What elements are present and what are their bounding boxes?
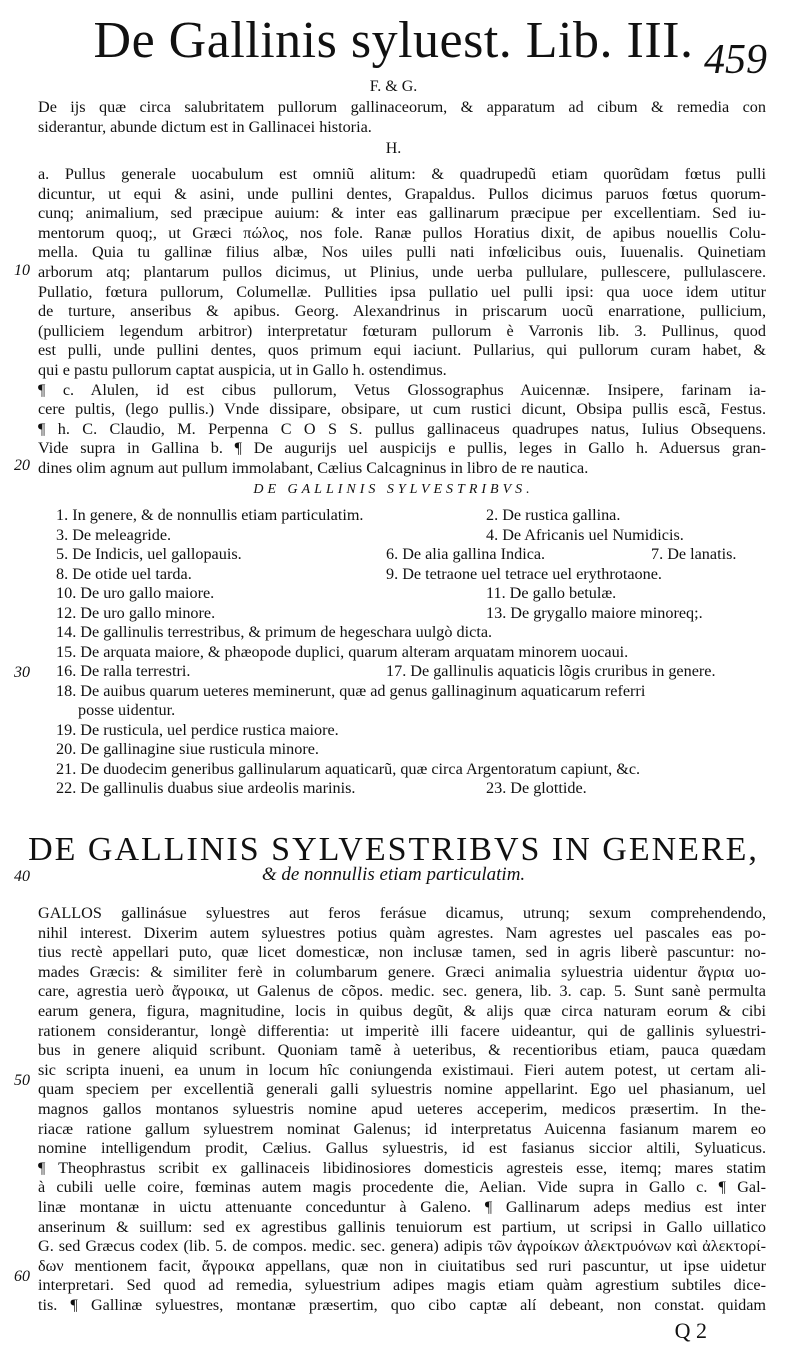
toc-row xyxy=(56,682,771,702)
signature-mark-top: F. & G. xyxy=(369,78,418,95)
toc-entry: 10. De uro gallo maiore. xyxy=(56,584,215,602)
margin-line-number: 40 xyxy=(14,868,30,885)
text-line: ¶ c. Alulen, id est cibus pullorum, Vetus Glossographus Auicennæ. Insipere, farinam ia- xyxy=(38,380,766,399)
margin-line-number: 20 xyxy=(14,457,30,474)
table-of-contents xyxy=(56,506,771,799)
text-line: nomine intelligendum prodit, Cælius. Gallus syluestris, id est fasianus siccior altili, Syluaticus. xyxy=(38,1139,766,1158)
toc-entry: 4. De Africanis uel Numidicis. xyxy=(486,525,684,544)
text-line: siderantur, abunde dictum est in Gallinacei historia. xyxy=(38,117,372,136)
text-line: est pulli, unde pullini dentes, quos primum equi iaciunt. Pullarius, qui pullorum curam habet, & xyxy=(38,341,766,360)
toc-entry: posse uidentur. xyxy=(78,701,176,719)
toc-heading: DE GALLINIS SYLVESTRIBVS. xyxy=(253,482,534,497)
paragraph-pullus xyxy=(38,165,766,479)
toc-entry: 14. De gallinulis terrestribus, & primum de hegeschara uulgò dicta. xyxy=(56,623,493,641)
text-line: mades Græcis: & similiter ferè in columbarum genere. Græci animalia syluestria uidentur ἄγρια uo- xyxy=(38,962,766,981)
margin-line-number: 50 xyxy=(14,1072,30,1089)
text-line: care, agrestia uerò ἄγροικα, ut Galenus de cõpos. medic. sec. genera, lib. 3. cap. 5. Sunt sanè permulta xyxy=(38,982,766,1001)
margin-line-number: 30 xyxy=(14,664,30,681)
page-number: 459 xyxy=(704,37,767,83)
section-subtitle: & de nonnullis etiam particulatim. xyxy=(261,864,526,885)
section-title: DE GALLINIS SYLVESTRIBVS IN GENERE, xyxy=(28,831,759,868)
text-line: bus in genere aliquid scribunt. Quoniam tamẽ à ueteribus, & recentioribus etiam, pauca quædam xyxy=(38,1041,766,1060)
text-line: qui e pastu pullorum captat auspicia, ut in Gallo h. ostendimus. xyxy=(38,360,447,379)
text-line: de turture, anseribus & apibus. Georg. Alexandrinus in priscarum uocũ enarratione, pullicium, xyxy=(38,302,766,321)
section-marker-h: H. xyxy=(385,140,402,157)
text-line: à cubili uelle coire, fœminas autem magis procedente die, Aelian. Vide supra in Gallo c. ¶ Gal- xyxy=(38,1178,766,1197)
margin-line-number: 60 xyxy=(14,1268,30,1285)
toc-entry: 17. De gallinulis aquaticis lõgis cruribus in genere. xyxy=(386,662,716,680)
toc-entry: 7. De lanatis. xyxy=(651,545,737,563)
running-header: De Gallinis syluest. Lib. III. xyxy=(93,12,694,69)
toc-row xyxy=(56,623,771,643)
text-line: G. sed Græcus codex (lib. 5. de compos. medic. sec. genera) adipis τῶν ἀγροίκων ἀλεκτρυόνων καὶ ἀλεκτορί- xyxy=(38,1237,766,1256)
text-line: De ijs quæ circa salubritatem pullorum gallinaceorum, & apparatum ad cibum & remedia con xyxy=(38,98,766,116)
text-line: anserinum & suillum: sed ex agrestibus gallinis tenuiorum est partium, ut scripsi in Gallo uillatico xyxy=(38,1217,766,1236)
toc-row xyxy=(56,584,771,604)
text-line: cunq; animalium, sed præcipue auium: & inter eas gallinarum præcipue per excellentiam. Sed iu- xyxy=(38,204,766,223)
toc-entry: 23. De glottide. xyxy=(486,779,587,797)
toc-row xyxy=(56,545,771,565)
text-line: GALLOS gallinásue syluestres aut feros ferásue dicamus, utrunq; sexum comprehendendo, xyxy=(38,904,766,922)
text-line: riacæ ratione gallum syluestrem nominat Galenus; id interpretatus Auicenna fasianum marem eo xyxy=(38,1119,766,1138)
toc-row xyxy=(56,721,771,741)
toc-row xyxy=(56,740,771,760)
toc-row xyxy=(56,565,771,585)
text-line: δων mentionem facit, ἄγροικα appellans, quæ non in ciuitatibus sed ruri pascuntur, ut ipse uidetur xyxy=(38,1256,766,1275)
text-line: tis. ¶ Gallinæ syluestres, montanæ præsertim, quo cibo captæ alí debeant, non constat. quidam xyxy=(38,1295,766,1314)
toc-entry: 15. De arquata maiore, & phæopode duplici, quarum alteram arquatam minorem uocaui. xyxy=(56,642,629,661)
text-line: mentorum quoq;, ut Græci πώλος, nos fole. Ranæ pullos Horatius dixit, de apibus nouellis Colu- xyxy=(38,223,766,242)
toc-row xyxy=(56,604,771,624)
text-line: interpretari. Sed quod ad remedia, syluestrium adipes magis etiam quàm agrestium subtiles dice- xyxy=(38,1276,766,1295)
toc-row xyxy=(56,779,771,799)
toc-entry: 5. De Indicis, uel gallopauis. xyxy=(56,545,242,563)
toc-entry: 11. De gallo betulæ. xyxy=(486,584,617,602)
text-line: ¶ Theophrastus scribit ex gallinaceis libidinosiores domesticis agresteis esse, itemq; mares statim xyxy=(38,1158,766,1177)
toc-entry: 21. De duodecim generibus gallinularum aquaticarũ, quæ circa Argentoratum capiunt, &c. xyxy=(56,759,641,778)
signature-mark-bottom: Q 2 xyxy=(674,1318,707,1343)
text-line: magnos gallos montanos syluestris nomine apud ueteres acceperim, medicos præsertim. In the- xyxy=(38,1099,766,1118)
toc-entry: 13. De grygallo maiore minoreq;. xyxy=(486,603,703,622)
paragraph-galli-syluestres xyxy=(38,904,766,1315)
text-line: dicuntur, ut equi & asini, unde pullini dentes, Grapaldus. Pullos dicimus paruos fœtus quorum- xyxy=(38,184,766,203)
toc-entry: 3. De meleagride. xyxy=(56,525,172,544)
toc-entry: 2. De rustica gallina. xyxy=(486,506,621,524)
toc-entry: 12. De uro gallo minore. xyxy=(56,603,216,622)
toc-entry: 22. De gallinulis duabus siue ardeolis marinis. xyxy=(56,779,356,797)
text-line: tius rectè appellari puto, quæ licet domesticæ, non inclusæ tamen, sed in agris liberè pascuntur: no- xyxy=(38,943,766,962)
text-line: Vide supra in Gallina b. ¶ De augurijs uel auspicijs e pullis, leges in Gallo h. Aduersus gran- xyxy=(38,439,766,458)
text-line: sic scripta inueni, ea unum in locum hîc coniungenda existimaui. Fieri autem potest, ut certam ali- xyxy=(38,1060,766,1079)
toc-row xyxy=(56,506,771,526)
toc-entry: 6. De alia gallina Indica. xyxy=(386,545,546,563)
toc-row xyxy=(56,526,771,546)
toc-row xyxy=(56,662,771,682)
toc-entry: 19. De rusticula, uel perdice rustica maiore. xyxy=(56,720,339,739)
text-line: cere pultis, (lego pullis.) Vnde dissipare, obsipare, ut cum rustici dicunt, Obsipa pullis escã, Festus. xyxy=(38,400,766,419)
text-line: quam speciem per excellentiã generali galli syluestris nomine appellarint. Ego uel phasianum, uel xyxy=(38,1080,766,1099)
toc-entry: 8. De otide uel tarda. xyxy=(56,564,192,583)
text-line: (pulliciem legendum arbitror) interpretatur fœturam pullorum è Varronis lib. 3. Pullinus, quod xyxy=(38,321,766,340)
toc-entry: 16. De ralla terrestri. xyxy=(56,662,191,680)
toc-entry: 20. De gallinagine siue rusticula minore. xyxy=(56,740,319,758)
margin-line-number: 10 xyxy=(14,262,30,279)
toc-row xyxy=(56,643,771,663)
text-line: rationem considerantur, longè differentia: ut imperitè illi facere uideantur, qui de gallinis syluestri- xyxy=(38,1021,766,1040)
toc-row xyxy=(56,701,771,721)
toc-entry: 1. In genere, & de nonnullis etiam particulatim. xyxy=(56,506,364,524)
toc-entry: 18. De auibus quarum ueteres meminerunt, quæ ad genus gallinaginum aquaticarum referri xyxy=(56,681,646,700)
text-line: earum genera, figura, magnitudine, locis in quibus degũt, & alijs quæ circa naturam eorum & cibi xyxy=(38,1001,766,1020)
text-line: mella. Quia tu gallinæ filius albæ, Nos uiles pulli nati infœlicibus ouis, Iuuenalis. Quinetiam xyxy=(38,243,766,262)
paragraph-intro xyxy=(38,98,766,137)
text-line: linæ montanæ in uictu attenuante conceduntur à Galeno. ¶ Gallinarum adeps medius est inter xyxy=(38,1197,766,1216)
toc-row xyxy=(56,760,771,780)
text-line: Pullatio, fœtura pullorum, Columellæ. Pullities ipsa pullatio uel pulli ipsi: qua uoce idem utitur xyxy=(38,282,766,301)
text-line: arborum atq; plantarum pullos dicimus, ut Plinius, unde uerba pullulare, pullescere, pullulascere. xyxy=(38,262,766,281)
toc-entry: 9. De tetraone uel tetrace uel erythrotaone. xyxy=(386,564,662,583)
text-line: nihil interest. Dixerim autem syluestres potius quàm agrestes. Nam agrestes uel pascales eas po- xyxy=(38,923,766,942)
text-line: a. Pullus generale uocabulum est omniũ alitum: & quadrupedũ etiam quorũdam fœtus pulli xyxy=(38,165,766,183)
text-line: dines olim agnum aut pullum immolabant, Cælius Calcagninus in libro de re nautica. xyxy=(38,458,589,477)
text-line: ¶ h. C. Claudio, M. Perpenna C O S S. pullus gallinaceus quadrupes natus, Iulius Obsequens. xyxy=(38,419,766,438)
